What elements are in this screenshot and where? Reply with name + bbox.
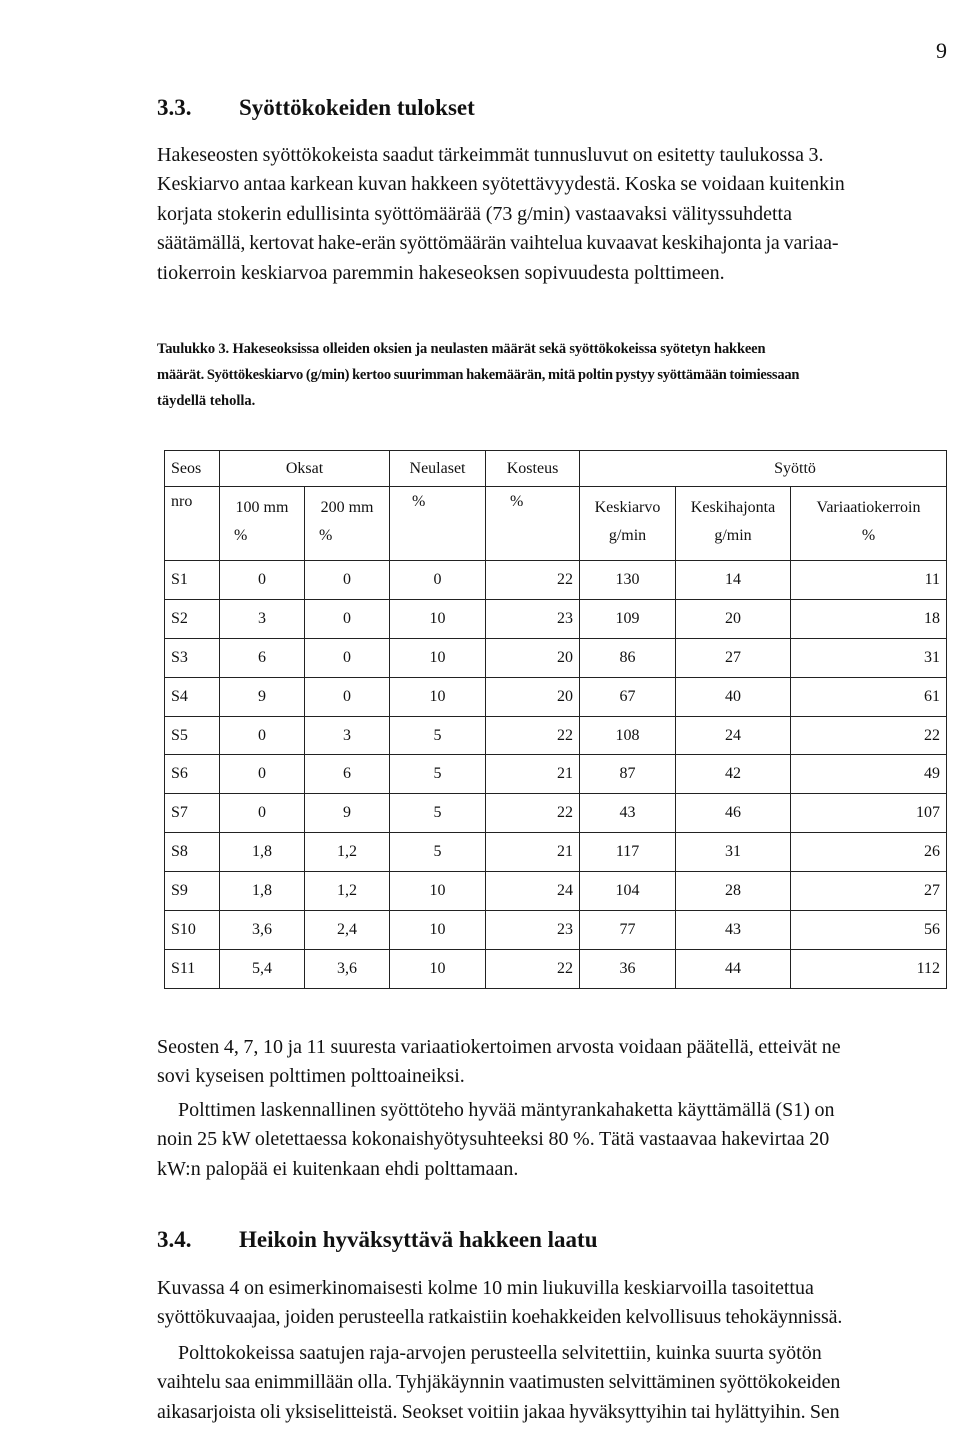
section-3-3-paragraph [157, 141, 955, 288]
neulaset-cell: 0 [390, 561, 486, 600]
seos-cell: S6 [165, 755, 220, 794]
oksat-200mm-cell: 3 [305, 716, 390, 755]
oksat-100mm-cell: 3,6 [220, 911, 305, 950]
paragraph-line: sovi kyseisen polttimen polttoaineiksi. [157, 1065, 465, 1088]
oksat-100mm-cell: 0 [220, 561, 305, 600]
seos-cell: S9 [165, 872, 220, 911]
table-row [165, 755, 947, 794]
seos-cell: S10 [165, 911, 220, 950]
paragraph-line: Keskiarvo antaa karkean kuvan hakkeen syötettävyydestä. Koska se voidaan kuitenkin [157, 173, 845, 196]
keskihajonta-cell: 14 [676, 561, 791, 600]
keskiarvo-cell: 130 [580, 561, 676, 600]
seos-cell: S3 [165, 638, 220, 677]
header-unit: g/min [714, 527, 752, 544]
caption-line: täydellä teholla. [157, 393, 256, 409]
variaatiokerroin-cell: 31 [791, 638, 947, 677]
oksat-100mm-cell: 0 [220, 794, 305, 833]
section-number: 3.3. [157, 95, 192, 120]
paragraph-line: säätämällä, kertovat hake-erän syöttömäärän vaihtelua kuvaavat keskihajonta ja variaa- [157, 232, 839, 255]
seos-cell: S4 [165, 677, 220, 716]
header-neulaset-unit: % [390, 487, 486, 561]
seos-cell: S5 [165, 716, 220, 755]
keskihajonta-cell: 24 [676, 716, 791, 755]
caption-line: määrät. Syöttökeskiarvo (g/min) kertoo suurimman hakemäärän, mitä poltin pystyy syöttämään toimiessaan [157, 367, 800, 383]
keskiarvo-cell: 77 [580, 911, 676, 950]
oksat-200mm-cell: 0 [305, 599, 390, 638]
keskihajonta-cell: 27 [676, 638, 791, 677]
paragraph-line: noin 25 kW oletettaessa kokonaishyötysuhteeksi 80 %. Tätä vastaavaa hakevirtaa 20 [157, 1128, 830, 1151]
paragraph-line: aikasarjoista oli yksiselitteistä. Seokset voitiin jakaa hyväksyttyihin tai hylättyihin. Sen [157, 1400, 840, 1423]
keskiarvo-cell: 67 [580, 677, 676, 716]
header-keskihajonta [676, 487, 791, 561]
oksat-100mm-cell: 5,4 [220, 949, 305, 988]
header-variaatiokerroin [791, 487, 947, 561]
keskiarvo-cell: 36 [580, 949, 676, 988]
header-200mm [305, 487, 390, 561]
table-row [165, 833, 947, 872]
keskiarvo-cell: 43 [580, 794, 676, 833]
keskihajonta-cell: 31 [676, 833, 791, 872]
results-table [164, 450, 947, 989]
table-row [165, 716, 947, 755]
kosteus-cell: 20 [486, 638, 580, 677]
section-number: 3.4. [157, 1227, 192, 1252]
seos-cell: S11 [165, 949, 220, 988]
section-3-4-paragraph [157, 1274, 955, 1333]
keskiarvo-cell: 109 [580, 599, 676, 638]
caption-line: Taulukko 3. Hakeseoksissa olleiden oksien ja neulasten määrät sekä syöttökokeissa syötetyn hakkeen [157, 341, 766, 357]
paragraph-line: Seosten 4, 7, 10 ja 11 suuresta variaatiokertoimen arvosta voidaan päätellä, etteivät ne [157, 1036, 841, 1058]
seos-cell: S2 [165, 599, 220, 638]
keskihajonta-cell: 20 [676, 599, 791, 638]
variaatiokerroin-cell: 56 [791, 911, 947, 950]
oksat-200mm-cell: 1,2 [305, 872, 390, 911]
table-row [165, 911, 947, 950]
section-3-3-heading [157, 95, 475, 121]
oksat-200mm-cell: 2,4 [305, 911, 390, 950]
header-nro: nro [165, 487, 220, 561]
variaatiokerroin-cell: 107 [791, 794, 947, 833]
oksat-100mm-cell: 6 [220, 638, 305, 677]
neulaset-cell: 10 [390, 599, 486, 638]
header-unit: % [234, 527, 248, 544]
section-title: Heikoin hyväksyttävä hakkeen laatu [239, 1227, 598, 1252]
variaatiokerroin-cell: 22 [791, 716, 947, 755]
header-label: Keskihajonta [690, 499, 776, 516]
kosteus-cell: 20 [486, 677, 580, 716]
header-label: Variaatiokerroin [816, 499, 921, 516]
kosteus-cell: 24 [486, 872, 580, 911]
table-row [165, 794, 947, 833]
header-unit: % [861, 527, 876, 544]
variaatiokerroin-cell: 18 [791, 599, 947, 638]
kosteus-cell: 23 [486, 599, 580, 638]
table-row [165, 677, 947, 716]
keskihajonta-cell: 42 [676, 755, 791, 794]
oksat-200mm-cell: 1,2 [305, 833, 390, 872]
kosteus-cell: 22 [486, 949, 580, 988]
paragraph-line: Kuvassa 4 on esimerkinomaisesti kolme 10 min liukuvilla keskiarvoilla tasoitettua [157, 1277, 814, 1299]
keskihajonta-cell: 40 [676, 677, 791, 716]
paragraph-line: tiokerroin keskiarvoa paremmin hakeseoksen sopivuudesta polttimeen. [157, 261, 725, 284]
power-paragraph [157, 1096, 955, 1184]
keskiarvo-cell: 117 [580, 833, 676, 872]
keskihajonta-cell: 28 [676, 872, 791, 911]
paragraph-line: kW:n palopää ei kuitenkaan ehdi polttamaan. [157, 1157, 519, 1180]
paragraph-line: Polttimen laskennallinen syöttöteho hyvää mäntyrankahaketta käyttämällä (S1) on [178, 1099, 835, 1121]
header-oksat: Oksat [220, 451, 390, 487]
variaatiokerroin-cell: 27 [791, 872, 947, 911]
neulaset-cell: 10 [390, 677, 486, 716]
paragraph-line: vaihtelu saa enimmillään olla. Tyhjäkäynnin vaatimusten selvittäminen syöttökokeiden [157, 1371, 841, 1394]
kosteus-cell: 22 [486, 561, 580, 600]
variaatiokerroin-cell: 49 [791, 755, 947, 794]
header-label: 200 mm [320, 499, 374, 516]
variaatiokerroin-cell: 26 [791, 833, 947, 872]
header-syotto: Syöttö [580, 451, 947, 487]
after-table-paragraph [157, 1033, 955, 1092]
header-kosteus: Kosteus [486, 451, 580, 487]
kosteus-cell: 21 [486, 833, 580, 872]
oksat-100mm-cell: 3 [220, 599, 305, 638]
header-label: Keskiarvo [594, 499, 661, 516]
oksat-100mm-cell: 0 [220, 716, 305, 755]
keskihajonta-cell: 46 [676, 794, 791, 833]
seos-cell: S8 [165, 833, 220, 872]
neulaset-cell: 5 [390, 794, 486, 833]
seos-cell: S1 [165, 561, 220, 600]
section-3-4-paragraph-2 [157, 1339, 955, 1427]
table-row [165, 561, 947, 600]
variaatiokerroin-cell: 11 [791, 561, 947, 600]
kosteus-cell: 23 [486, 911, 580, 950]
oksat-200mm-cell: 3,6 [305, 949, 390, 988]
paragraph-line: Hakeseosten syöttökokeista saadut tärkeimmät tunnusluvut on esitetty taulukossa 3. [157, 144, 824, 166]
header-kosteus-unit: % [486, 487, 580, 561]
neulaset-cell: 10 [390, 638, 486, 677]
neulaset-cell: 5 [390, 716, 486, 755]
oksat-200mm-cell: 0 [305, 638, 390, 677]
variaatiokerroin-cell: 112 [791, 949, 947, 988]
variaatiokerroin-cell: 61 [791, 677, 947, 716]
header-unit: g/min [608, 527, 647, 544]
table-row [165, 949, 947, 988]
oksat-200mm-cell: 0 [305, 677, 390, 716]
oksat-100mm-cell: 0 [220, 755, 305, 794]
neulaset-cell: 10 [390, 911, 486, 950]
section-3-4-heading [157, 1227, 598, 1253]
oksat-100mm-cell: 1,8 [220, 872, 305, 911]
kosteus-cell: 22 [486, 794, 580, 833]
header-unit: % [319, 527, 333, 544]
oksat-100mm-cell: 9 [220, 677, 305, 716]
section-title: Syöttökokeiden tulokset [239, 95, 475, 120]
keskiarvo-cell: 108 [580, 716, 676, 755]
table-row [165, 872, 947, 911]
header-label: 100 mm [235, 499, 289, 516]
keskiarvo-cell: 104 [580, 872, 676, 911]
oksat-100mm-cell: 1,8 [220, 833, 305, 872]
header-seos: Seos [165, 451, 220, 487]
table-caption [157, 336, 957, 414]
keskiarvo-cell: 86 [580, 638, 676, 677]
header-100mm [220, 487, 305, 561]
table-row [165, 599, 947, 638]
kosteus-cell: 22 [486, 716, 580, 755]
page-number: 9 [936, 38, 947, 63]
paragraph-line: korjata stokerin edullisinta syöttömäärää (73 g/min) vastaavaksi välityssuhdetta [157, 202, 792, 225]
table-row [165, 638, 947, 677]
keskiarvo-cell: 87 [580, 755, 676, 794]
neulaset-cell: 5 [390, 833, 486, 872]
keskihajonta-cell: 43 [676, 911, 791, 950]
oksat-200mm-cell: 6 [305, 755, 390, 794]
header-neulaset: Neulaset [390, 451, 486, 487]
table-body [165, 561, 947, 989]
seos-cell: S7 [165, 794, 220, 833]
paragraph-line: Polttokokeissa saatujen raja-arvojen perusteella selvitettiin, kuinka suurta syötön [178, 1342, 822, 1364]
neulaset-cell: 5 [390, 755, 486, 794]
keskihajonta-cell: 44 [676, 949, 791, 988]
kosteus-cell: 21 [486, 755, 580, 794]
neulaset-cell: 10 [390, 949, 486, 988]
header-keskiarvo [580, 487, 676, 561]
neulaset-cell: 10 [390, 872, 486, 911]
oksat-200mm-cell: 0 [305, 561, 390, 600]
oksat-200mm-cell: 9 [305, 794, 390, 833]
paragraph-line: syöttökuvaajaa, joiden perusteella ratkaistiin koehakkeiden kelvollisuus tehokäynnissä. [157, 1306, 843, 1329]
